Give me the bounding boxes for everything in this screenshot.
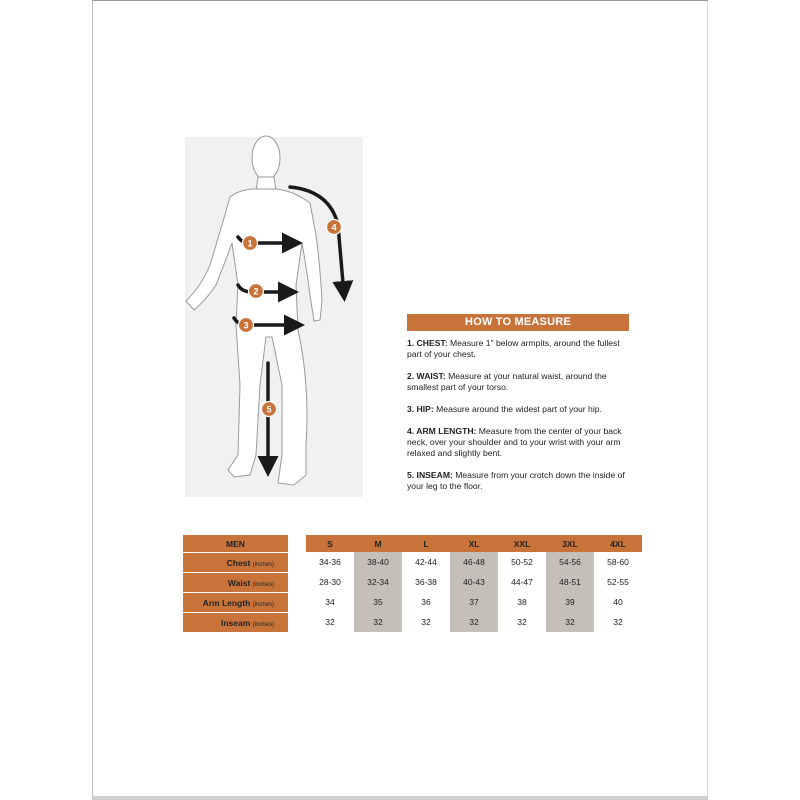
marker-3 xyxy=(239,318,254,333)
table-cell: 52-55 xyxy=(607,577,629,587)
how-to-measure-panel xyxy=(407,314,629,503)
step-inseam xyxy=(407,470,629,492)
table-cell: 32 xyxy=(517,617,527,627)
size-header: S xyxy=(306,535,354,552)
body-measurement-figure xyxy=(170,125,380,505)
table-cell: 32 xyxy=(421,617,431,627)
table-cell: 32 xyxy=(546,612,594,632)
row-label-waist: Waist (inches) xyxy=(183,572,288,592)
step-arm-length xyxy=(407,426,629,459)
table-cell: 35 xyxy=(354,592,402,612)
table-cell: 50-52 xyxy=(511,557,533,567)
step-label: 4. ARM LENGTH: xyxy=(407,426,477,436)
svg-text:5: 5 xyxy=(266,404,272,415)
step-text: Measure at your natural waist, around the smallest part of your torso. xyxy=(407,371,607,392)
svg-text:3: 3 xyxy=(243,320,249,331)
step-label: 3. HIP: xyxy=(407,404,434,414)
size-header-row xyxy=(183,535,642,552)
table-cell: 46-48 xyxy=(450,552,498,572)
step-waist xyxy=(407,371,629,393)
table-row-chest xyxy=(183,552,642,572)
size-header: M xyxy=(354,535,402,552)
row-label-chest: Chest (inches) xyxy=(183,552,288,572)
step-chest xyxy=(407,338,629,360)
table-row-waist xyxy=(183,572,642,592)
marker-1 xyxy=(243,236,258,251)
page-top-edge xyxy=(92,0,708,1)
table-cell: 40-43 xyxy=(450,572,498,592)
table-row-arm-length xyxy=(183,592,642,612)
step-label: 1. CHEST: xyxy=(407,338,448,348)
table-cell: 32 xyxy=(325,617,335,627)
table-row-inseam xyxy=(183,612,642,632)
table-cell: 32 xyxy=(613,617,623,627)
step-hip xyxy=(407,404,629,415)
size-header: L xyxy=(402,535,450,552)
table-cell: 34-36 xyxy=(319,557,341,567)
men-header: MEN xyxy=(183,535,288,552)
table-cell: 44-47 xyxy=(511,577,533,587)
row-label-arm-length: Arm Length (inches) xyxy=(183,592,288,612)
table-cell: 38 xyxy=(517,597,527,607)
size-chart-table xyxy=(183,535,642,632)
table-cell: 48-51 xyxy=(546,572,594,592)
step-label: 5. INSEAM: xyxy=(407,470,453,480)
table-cell: 34 xyxy=(325,597,335,607)
marker-5 xyxy=(262,402,277,417)
svg-text:4: 4 xyxy=(331,222,337,233)
table-cell: 32-34 xyxy=(354,572,402,592)
table-cell: 58-60 xyxy=(607,557,629,567)
size-header: XXL xyxy=(498,535,546,552)
table-cell: 39 xyxy=(546,592,594,612)
page-bottom-edge xyxy=(92,796,708,800)
marker-2 xyxy=(249,284,264,299)
step-label: 2. WAIST: xyxy=(407,371,446,381)
svg-text:1: 1 xyxy=(247,238,253,249)
size-header: XL xyxy=(450,535,498,552)
table-cell: 40 xyxy=(613,597,623,607)
marker-4 xyxy=(327,220,342,235)
table-cell: 42-44 xyxy=(415,557,437,567)
step-text: Measure around the widest part of your hip. xyxy=(433,404,602,414)
step-text: Measure 1" below armpits, around the fullest part of your chest. xyxy=(407,338,620,359)
how-to-measure-title: HOW TO MEASURE xyxy=(407,314,629,331)
table-cell: 38-40 xyxy=(354,552,402,572)
table-cell: 28-30 xyxy=(319,577,341,587)
step-text: Measure from your crotch down the inside of your leg to the floor. xyxy=(407,470,625,491)
table-cell: 36-38 xyxy=(415,577,437,587)
size-header: 3XL xyxy=(546,535,594,552)
table-cell: 32 xyxy=(450,612,498,632)
row-label-inseam: Inseam (inches) xyxy=(183,612,288,632)
step-text: Measure from the center of your back neck, over your shoulder and to your wrist with your arm relaxed and slightly bent. xyxy=(407,426,622,458)
header-spacer xyxy=(288,535,306,552)
svg-text:2: 2 xyxy=(253,286,259,297)
size-header: 4XL xyxy=(594,535,642,552)
measure-steps xyxy=(407,338,629,492)
table-cell: 32 xyxy=(354,612,402,632)
table-cell: 36 xyxy=(421,597,431,607)
table-cell: 37 xyxy=(450,592,498,612)
table-cell: 54-56 xyxy=(546,552,594,572)
